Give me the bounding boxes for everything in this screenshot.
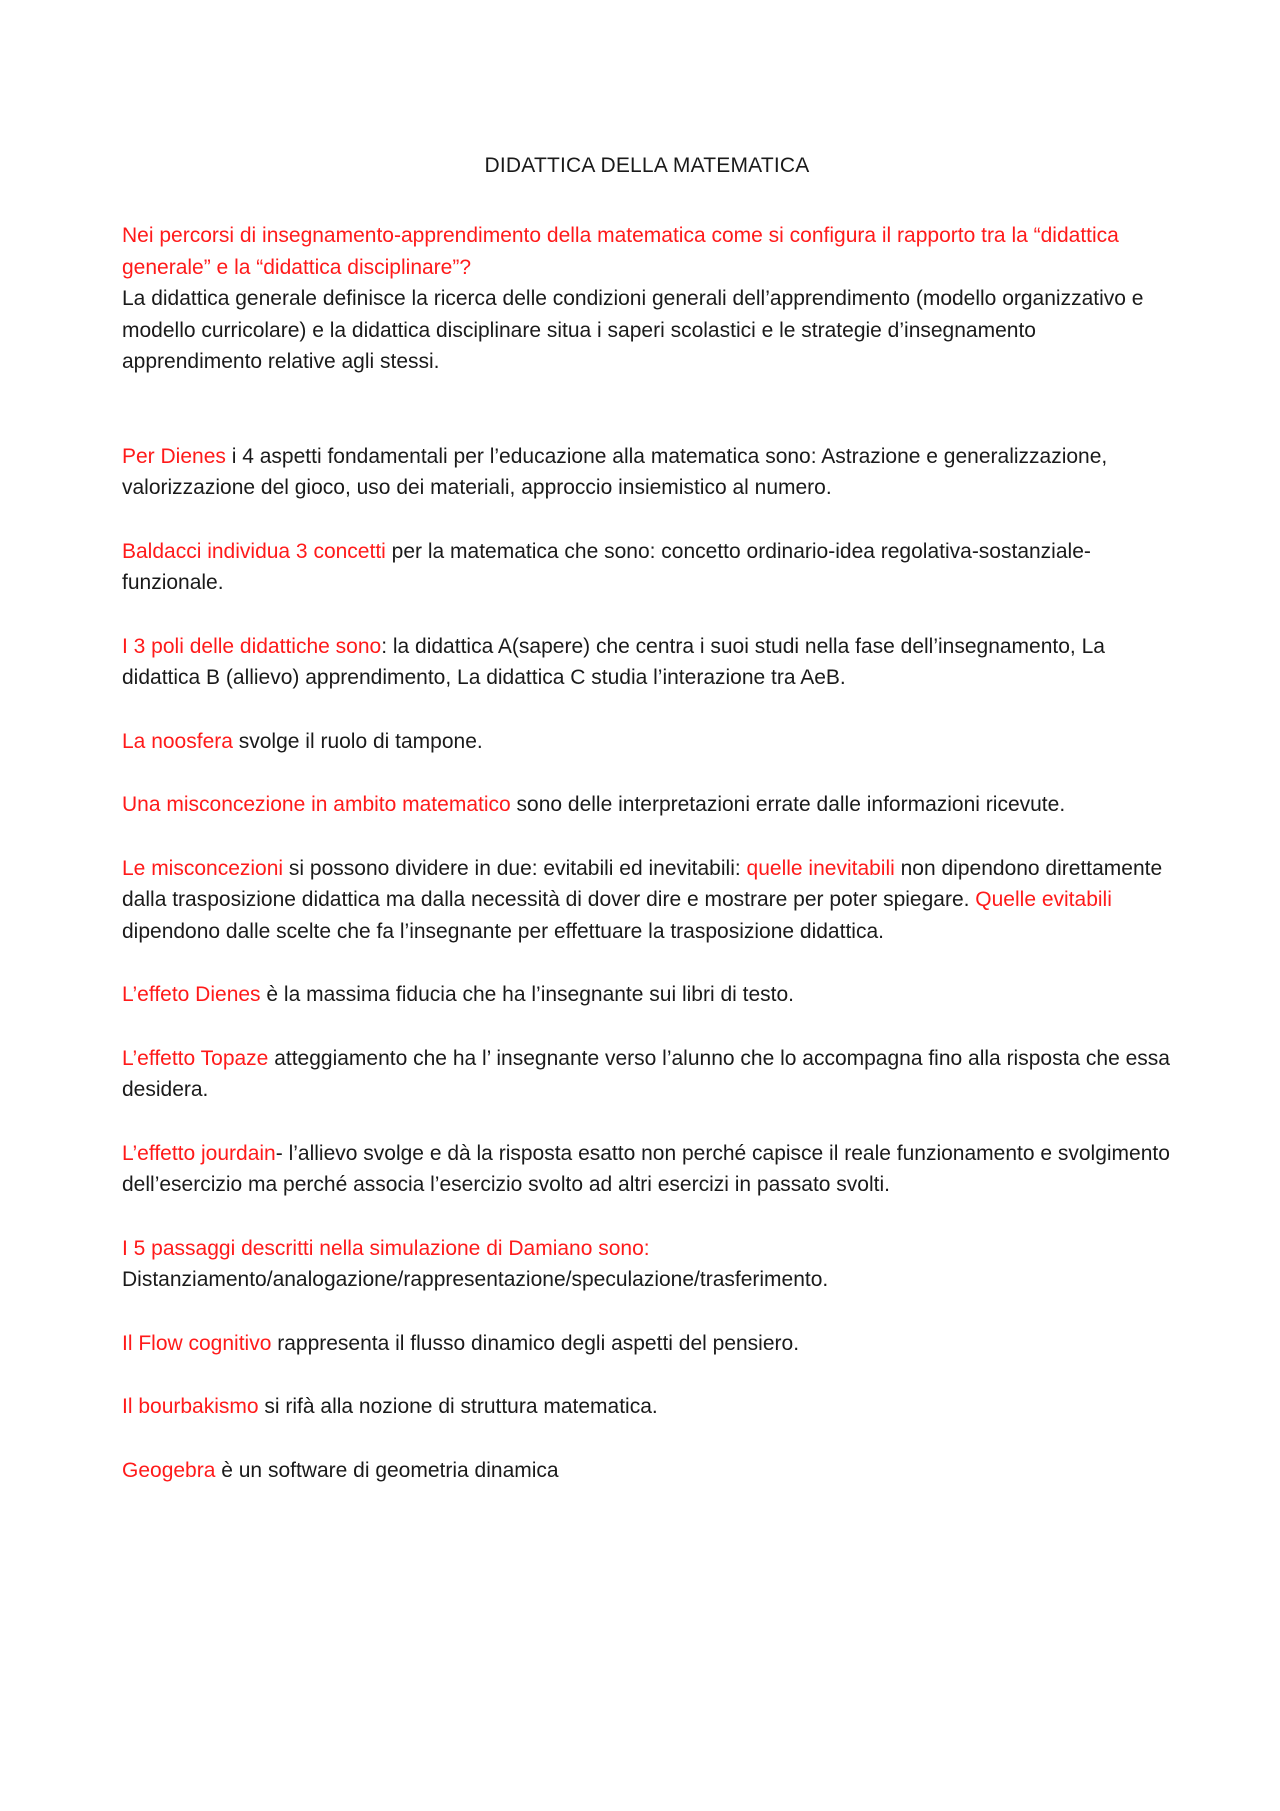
paragraph-flow-cognitivo <box>122 1328 1172 1360</box>
highlighted-term: I 3 poli delle didattiche sono <box>122 634 382 658</box>
paragraph-text: è un software di geometria dinamica <box>215 1458 559 1482</box>
paragraph-text: è la massima fiducia che ha l’insegnante sui libri di testo. <box>260 983 795 1006</box>
highlighted-term: Quelle evitabili <box>975 888 1112 911</box>
paragraph-text: atteggiamento che ha l’ insegnante verso l’alunno che lo accompagna fino alla risposta che essa desidera. <box>122 1046 1170 1101</box>
highlighted-term: Per Dienes <box>122 444 226 468</box>
highlighted-term: Geogebra <box>122 1458 216 1482</box>
highlighted-term: I 5 passaggi descritti nella simulazione di Damiano sono: <box>122 1236 650 1260</box>
paragraph-text: svolge il ruolo di tampone. <box>232 729 483 753</box>
answer-text: La didattica generale definisce la ricerca delle condizioni generali dell’apprendimento (modello organizzativo e modello curricolare) e la didattica disciplinare situa i saperi scolastici e le strategie d’insegnamento apprendimento relative agli stessi. <box>122 287 1144 373</box>
paragraph-misconcezione <box>122 789 1172 821</box>
paragraph-noosfera <box>122 726 1172 758</box>
paragraph-effetto-jourdain <box>122 1138 1172 1201</box>
paragraph-text: si rifà alla nozione di struttura matematica. <box>258 1395 658 1418</box>
document-title: DIDATTICA DELLA MATEMATICA <box>484 154 810 177</box>
highlighted-term: quelle inevitabili <box>746 856 895 880</box>
highlighted-term: Il Flow cognitivo <box>122 1331 272 1355</box>
paragraph-poli-didattiche <box>122 631 1172 694</box>
document-page <box>122 150 1172 1518</box>
highlighted-term: Una misconcezione in ambito matematico <box>122 793 511 816</box>
highlighted-term: L’effetto jourdain <box>122 1141 276 1165</box>
question-text: Nei percorsi di insegnamento-apprendimento della matematica come si configura il rapporto tra la “didattica generale” e la “didattica disciplinare”? <box>122 224 1119 279</box>
highlighted-term: Il bourbakismo <box>122 1395 259 1418</box>
highlighted-term: La noosfera <box>122 729 233 753</box>
highlighted-term: Le misconcezioni <box>122 856 284 880</box>
paragraph-effetto-topaze <box>122 1043 1172 1106</box>
paragraph-text: dipendono dalle scelte che fa l’insegnante per effettuare la trasposizione didattica. <box>122 919 884 943</box>
paragraph-text: sono delle interpretazioni errate dalle informazioni ricevute. <box>510 793 1066 816</box>
highlighted-term: L’effeto Dienes <box>122 983 261 1006</box>
paragraph-didattica-generale <box>122 220 1172 378</box>
paragraph-text: rappresenta il flusso dinamico degli aspetti del pensiero. <box>271 1331 800 1355</box>
paragraph-text: si possono dividere in due: evitabili ed inevitabili: <box>283 856 747 880</box>
paragraph-baldacci <box>122 536 1172 599</box>
paragraph-text: Distanziamento/analogazione/rappresentazione/speculazione/trasferimento. <box>122 1268 829 1291</box>
paragraph-text: - l’allievo svolge e dà la risposta esatto non perché capisce il reale funzionamento e svolgimento dell’esercizio ma perché associa l’esercizio svolto ad altri esercizi in passato svolti. <box>122 1141 1170 1196</box>
paragraph-text: per la matematica che sono: concetto ordinario-idea regolativa-sostanziale-funzionale. <box>122 539 1091 594</box>
paragraph-damiano <box>122 1233 1172 1296</box>
highlighted-term: L’effetto Topaze <box>122 1046 269 1070</box>
paragraph-geogebra <box>122 1455 1172 1487</box>
paragraph-dienes <box>122 441 1172 504</box>
paragraph-misconcezioni <box>122 853 1172 948</box>
paragraph-effeto-dienes <box>122 979 1172 1011</box>
paragraph-text: : la didattica A(sapere) che centra i suoi studi nella fase dell’insegnamento, La didattica B (allievo) apprendimento, La didattica C studia l’interazione tra AeB. <box>122 634 1105 689</box>
paragraph-text: non dipendono direttamente dalla trasposizione didattica ma dalla necessità di dover dire e mostrare per poter spiegare. <box>122 856 1163 911</box>
paragraph-text: i 4 aspetti fondamentali per l’educazione alla matematica sono: Astrazione e generalizzazione, valorizzazione del gioco, uso dei materiali, approccio insiemistico al numero. <box>122 444 1108 499</box>
highlighted-term: Baldacci individua 3 concetti <box>122 539 386 563</box>
paragraph-bourbakismo <box>122 1391 1172 1423</box>
